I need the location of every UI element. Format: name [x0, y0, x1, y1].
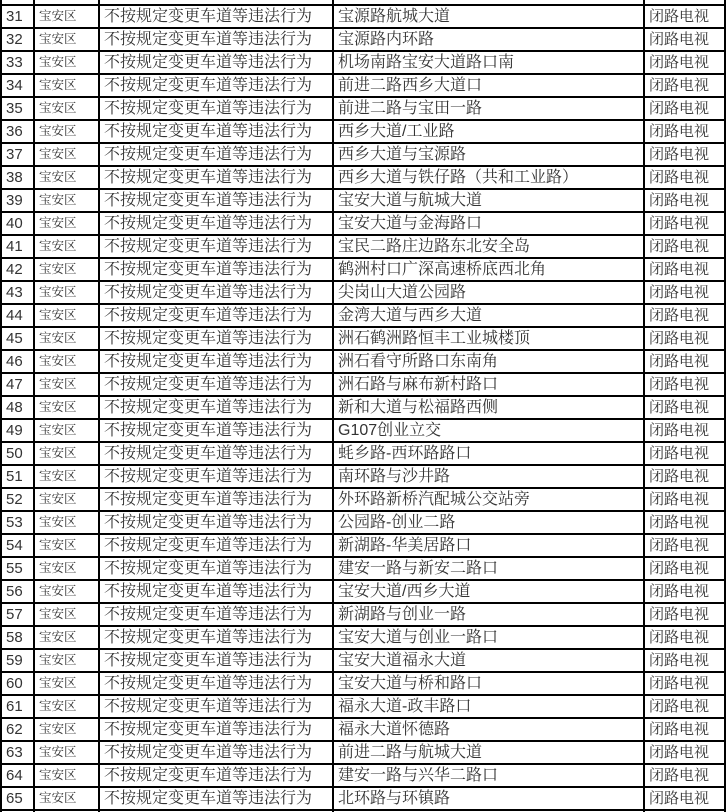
cell-violation: 不按规定变更车道等违法行为: [99, 28, 333, 51]
cell-no: 54: [1, 534, 34, 557]
table-row: [1, 235, 725, 258]
cell-no: 60: [1, 672, 34, 695]
cell-method: 闭路电视: [644, 649, 725, 672]
cell-method: 闭路电视: [644, 28, 725, 51]
table-row: [1, 741, 725, 764]
cell-location: 新湖路-华美居路口: [333, 534, 644, 557]
cell-no: 48: [1, 396, 34, 419]
cell-no: 52: [1, 488, 34, 511]
cell-location: 蚝乡路-西环路路口: [333, 442, 644, 465]
table-row: [1, 51, 725, 74]
cell-district: 宝安区: [34, 718, 99, 741]
cell-no: 32: [1, 28, 34, 51]
table-row: [1, 626, 725, 649]
cell-district: 宝安区: [34, 465, 99, 488]
cell-location: 洲石看守所路口东南角: [333, 350, 644, 373]
table-row: [1, 534, 725, 557]
cell-location: 建安一路与新安二路口: [333, 557, 644, 580]
cell-district: 宝安区: [34, 258, 99, 281]
cell-location: 洲石鹤洲路恒丰工业城楼顶: [333, 327, 644, 350]
cell-method: 闭路电视: [644, 787, 725, 810]
cell-method: 闭路电视: [644, 166, 725, 189]
cell-district: 宝安区: [34, 442, 99, 465]
cell-location: 宝安大道福永大道: [333, 649, 644, 672]
cell-location: 宝源路航城大道: [333, 5, 644, 28]
table-row: [1, 281, 725, 304]
cell-district: 宝安区: [34, 488, 99, 511]
cell-method: 闭路电视: [644, 626, 725, 649]
cell-violation: 不按规定变更车道等违法行为: [99, 97, 333, 120]
cell-district: 宝安区: [34, 74, 99, 97]
table-row: [1, 465, 725, 488]
cell-violation: 不按规定变更车道等违法行为: [99, 557, 333, 580]
cell-method: 闭路电视: [644, 603, 725, 626]
cell-violation: 不按规定变更车道等违法行为: [99, 741, 333, 764]
table-row: [1, 764, 725, 787]
cell-method: 闭路电视: [644, 396, 725, 419]
cell-no: 39: [1, 189, 34, 212]
cell-location: 福永大道-政丰路口: [333, 695, 644, 718]
cell-violation: 不按规定变更车道等违法行为: [99, 396, 333, 419]
cell-district: 宝安区: [34, 396, 99, 419]
cell-district: 宝安区: [34, 189, 99, 212]
cell-method: 闭路电视: [644, 419, 725, 442]
cell-violation: 不按规定变更车道等违法行为: [99, 373, 333, 396]
table-row: [1, 488, 725, 511]
cell-location: 前进二路西乡大道口: [333, 74, 644, 97]
cell-location: 宝源路内环路: [333, 28, 644, 51]
cell-district: 宝安区: [34, 534, 99, 557]
table-row: [1, 649, 725, 672]
cell-violation: 不按规定变更车道等违法行为: [99, 649, 333, 672]
cell-no: 47: [1, 373, 34, 396]
cell-no: 56: [1, 580, 34, 603]
cell-district: 宝安区: [34, 97, 99, 120]
cell-location: 尖岗山大道公园路: [333, 281, 644, 304]
cell-violation: 不按规定变更车道等违法行为: [99, 143, 333, 166]
cell-violation: 不按规定变更车道等违法行为: [99, 442, 333, 465]
table-row: [1, 419, 725, 442]
cell-no: 43: [1, 281, 34, 304]
cell-no: 63: [1, 741, 34, 764]
cell-district: 宝安区: [34, 764, 99, 787]
cell-location: 建安一路与兴华二路口: [333, 764, 644, 787]
cell-district: 宝安区: [34, 672, 99, 695]
cell-location: 金湾大道与西乡大道: [333, 304, 644, 327]
cell-district: 宝安区: [34, 212, 99, 235]
table-row: [1, 28, 725, 51]
cell-district: 宝安区: [34, 580, 99, 603]
cell-method: 闭路电视: [644, 5, 725, 28]
cell-location: 宝安大道与航城大道: [333, 189, 644, 212]
cell-no: 41: [1, 235, 34, 258]
table-row: [1, 189, 725, 212]
cell-violation: 不按规定变更车道等违法行为: [99, 120, 333, 143]
cell-violation: 不按规定变更车道等违法行为: [99, 51, 333, 74]
cell-district: 宝安区: [34, 281, 99, 304]
cell-district: 宝安区: [34, 5, 99, 28]
table-row: [1, 373, 725, 396]
cell-location: 南环路与沙井路: [333, 465, 644, 488]
table-row: [1, 327, 725, 350]
cell-method: 闭路电视: [644, 74, 725, 97]
cell-method: 闭路电视: [644, 465, 725, 488]
cell-district: 宝安区: [34, 120, 99, 143]
cell-no: 59: [1, 649, 34, 672]
cell-violation: 不按规定变更车道等违法行为: [99, 74, 333, 97]
cell-location: 新和大道与松福路西侧: [333, 396, 644, 419]
table-row: [1, 212, 725, 235]
cell-violation: 不按规定变更车道等违法行为: [99, 488, 333, 511]
cell-method: 闭路电视: [644, 442, 725, 465]
cell-violation: 不按规定变更车道等违法行为: [99, 258, 333, 281]
cell-location: 机场南路宝安大道路口南: [333, 51, 644, 74]
cell-no: 42: [1, 258, 34, 281]
cell-location: 西乡大道与铁仔路（共和工业路）: [333, 166, 644, 189]
cell-district: 宝安区: [34, 603, 99, 626]
table-row: [1, 442, 725, 465]
cell-district: 宝安区: [34, 511, 99, 534]
cell-location: 外环路新桥汽配城公交站旁: [333, 488, 644, 511]
cell-location: 西乡大道与宝源路: [333, 143, 644, 166]
cell-location: 洲石路与麻布新村路口: [333, 373, 644, 396]
cell-method: 闭路电视: [644, 741, 725, 764]
cell-method: 闭路电视: [644, 672, 725, 695]
cell-district: 宝安区: [34, 695, 99, 718]
cell-location: 西乡大道/工业路: [333, 120, 644, 143]
cell-method: 闭路电视: [644, 120, 725, 143]
cell-no: 44: [1, 304, 34, 327]
table-row: [1, 350, 725, 373]
table-row: [1, 695, 725, 718]
table-row: [1, 396, 725, 419]
table-row: [1, 672, 725, 695]
cell-district: 宝安区: [34, 626, 99, 649]
cell-method: 闭路电视: [644, 97, 725, 120]
cell-method: 闭路电视: [644, 557, 725, 580]
table-row: [1, 74, 725, 97]
cell-location: 宝民二路庄边路东北安全岛: [333, 235, 644, 258]
cell-no: 38: [1, 166, 34, 189]
cell-district: 宝安区: [34, 741, 99, 764]
cell-no: 46: [1, 350, 34, 373]
cell-method: 闭路电视: [644, 235, 725, 258]
cell-no: 49: [1, 419, 34, 442]
cell-district: 宝安区: [34, 787, 99, 810]
table-row: [1, 97, 725, 120]
cell-violation: 不按规定变更车道等违法行为: [99, 580, 333, 603]
table-row: [1, 143, 725, 166]
cell-method: 闭路电视: [644, 718, 725, 741]
cell-no: 45: [1, 327, 34, 350]
cell-violation: 不按规定变更车道等违法行为: [99, 212, 333, 235]
cell-violation: 不按规定变更车道等违法行为: [99, 327, 333, 350]
cell-method: 闭路电视: [644, 51, 725, 74]
cell-no: 55: [1, 557, 34, 580]
cell-violation: 不按规定变更车道等违法行为: [99, 465, 333, 488]
cell-no: 33: [1, 51, 34, 74]
cell-location: 鹤洲村口广深高速桥底西北角: [333, 258, 644, 281]
cell-no: 61: [1, 695, 34, 718]
table-row: [1, 304, 725, 327]
cell-location: 前进二路与宝田一路: [333, 97, 644, 120]
cell-district: 宝安区: [34, 327, 99, 350]
table-row: [1, 120, 725, 143]
cell-method: 闭路电视: [644, 281, 725, 304]
cell-method: 闭路电视: [644, 143, 725, 166]
cell-location: G107创业立交: [333, 419, 644, 442]
cell-method: 闭路电视: [644, 764, 725, 787]
cell-no: 51: [1, 465, 34, 488]
table-body: [1, 0, 725, 812]
table-row: [1, 511, 725, 534]
table-row: [1, 787, 725, 810]
cell-method: 闭路电视: [644, 695, 725, 718]
cell-no: 53: [1, 511, 34, 534]
cell-no: 50: [1, 442, 34, 465]
cell-method: 闭路电视: [644, 304, 725, 327]
table-row: [1, 258, 725, 281]
cell-violation: 不按规定变更车道等违法行为: [99, 787, 333, 810]
cell-method: 闭路电视: [644, 511, 725, 534]
table-row: [1, 5, 725, 28]
cell-method: 闭路电视: [644, 580, 725, 603]
cell-no: 40: [1, 212, 34, 235]
cell-violation: 不按规定变更车道等违法行为: [99, 672, 333, 695]
cell-violation: 不按规定变更车道等违法行为: [99, 281, 333, 304]
cell-violation: 不按规定变更车道等违法行为: [99, 235, 333, 258]
cell-method: 闭路电视: [644, 373, 725, 396]
cell-violation: 不按规定变更车道等违法行为: [99, 350, 333, 373]
cell-violation: 不按规定变更车道等违法行为: [99, 695, 333, 718]
cell-violation: 不按规定变更车道等违法行为: [99, 764, 333, 787]
cell-no: 36: [1, 120, 34, 143]
cell-no: 37: [1, 143, 34, 166]
cell-district: 宝安区: [34, 51, 99, 74]
cell-violation: 不按规定变更车道等违法行为: [99, 718, 333, 741]
cell-location: 宝安大道与创业一路口: [333, 626, 644, 649]
cell-location: 宝安大道与桥和路口: [333, 672, 644, 695]
cell-location: 北环路与环镇路: [333, 787, 644, 810]
table-row: [1, 166, 725, 189]
cell-district: 宝安区: [34, 557, 99, 580]
cell-no: 62: [1, 718, 34, 741]
cell-location: 公园路-创业二路: [333, 511, 644, 534]
table-row: [1, 718, 725, 741]
cell-no: 31: [1, 5, 34, 28]
cell-district: 宝安区: [34, 235, 99, 258]
cell-district: 宝安区: [34, 304, 99, 327]
cell-violation: 不按规定变更车道等违法行为: [99, 511, 333, 534]
cell-method: 闭路电视: [644, 534, 725, 557]
cell-district: 宝安区: [34, 143, 99, 166]
cell-no: 57: [1, 603, 34, 626]
cell-no: 35: [1, 97, 34, 120]
cell-district: 宝安区: [34, 350, 99, 373]
cell-method: 闭路电视: [644, 212, 725, 235]
cell-violation: 不按规定变更车道等违法行为: [99, 419, 333, 442]
cell-violation: 不按规定变更车道等违法行为: [99, 166, 333, 189]
cell-district: 宝安区: [34, 166, 99, 189]
cell-violation: 不按规定变更车道等违法行为: [99, 626, 333, 649]
cell-location: 宝安大道/西乡大道: [333, 580, 644, 603]
cell-district: 宝安区: [34, 373, 99, 396]
cell-location: 福永大道怀德路: [333, 718, 644, 741]
table-row: [1, 557, 725, 580]
table-row: [1, 580, 725, 603]
cell-method: 闭路电视: [644, 488, 725, 511]
cell-district: 宝安区: [34, 649, 99, 672]
table-row: [1, 603, 725, 626]
cell-district: 宝安区: [34, 28, 99, 51]
cell-method: 闭路电视: [644, 350, 725, 373]
cell-violation: 不按规定变更车道等违法行为: [99, 304, 333, 327]
cell-violation: 不按规定变更车道等违法行为: [99, 189, 333, 212]
cell-violation: 不按规定变更车道等违法行为: [99, 534, 333, 557]
cell-location: 新湖路与创业一路: [333, 603, 644, 626]
cell-method: 闭路电视: [644, 189, 725, 212]
cell-method: 闭路电视: [644, 327, 725, 350]
cell-violation: 不按规定变更车道等违法行为: [99, 603, 333, 626]
cell-method: 闭路电视: [644, 258, 725, 281]
cell-no: 34: [1, 74, 34, 97]
cell-violation: 不按规定变更车道等违法行为: [99, 5, 333, 28]
cell-location: 宝安大道与金海路口: [333, 212, 644, 235]
cell-no: 58: [1, 626, 34, 649]
cell-no: 64: [1, 764, 34, 787]
cell-district: 宝安区: [34, 419, 99, 442]
cell-location: 前进二路与航城大道: [333, 741, 644, 764]
cell-no: 65: [1, 787, 34, 810]
